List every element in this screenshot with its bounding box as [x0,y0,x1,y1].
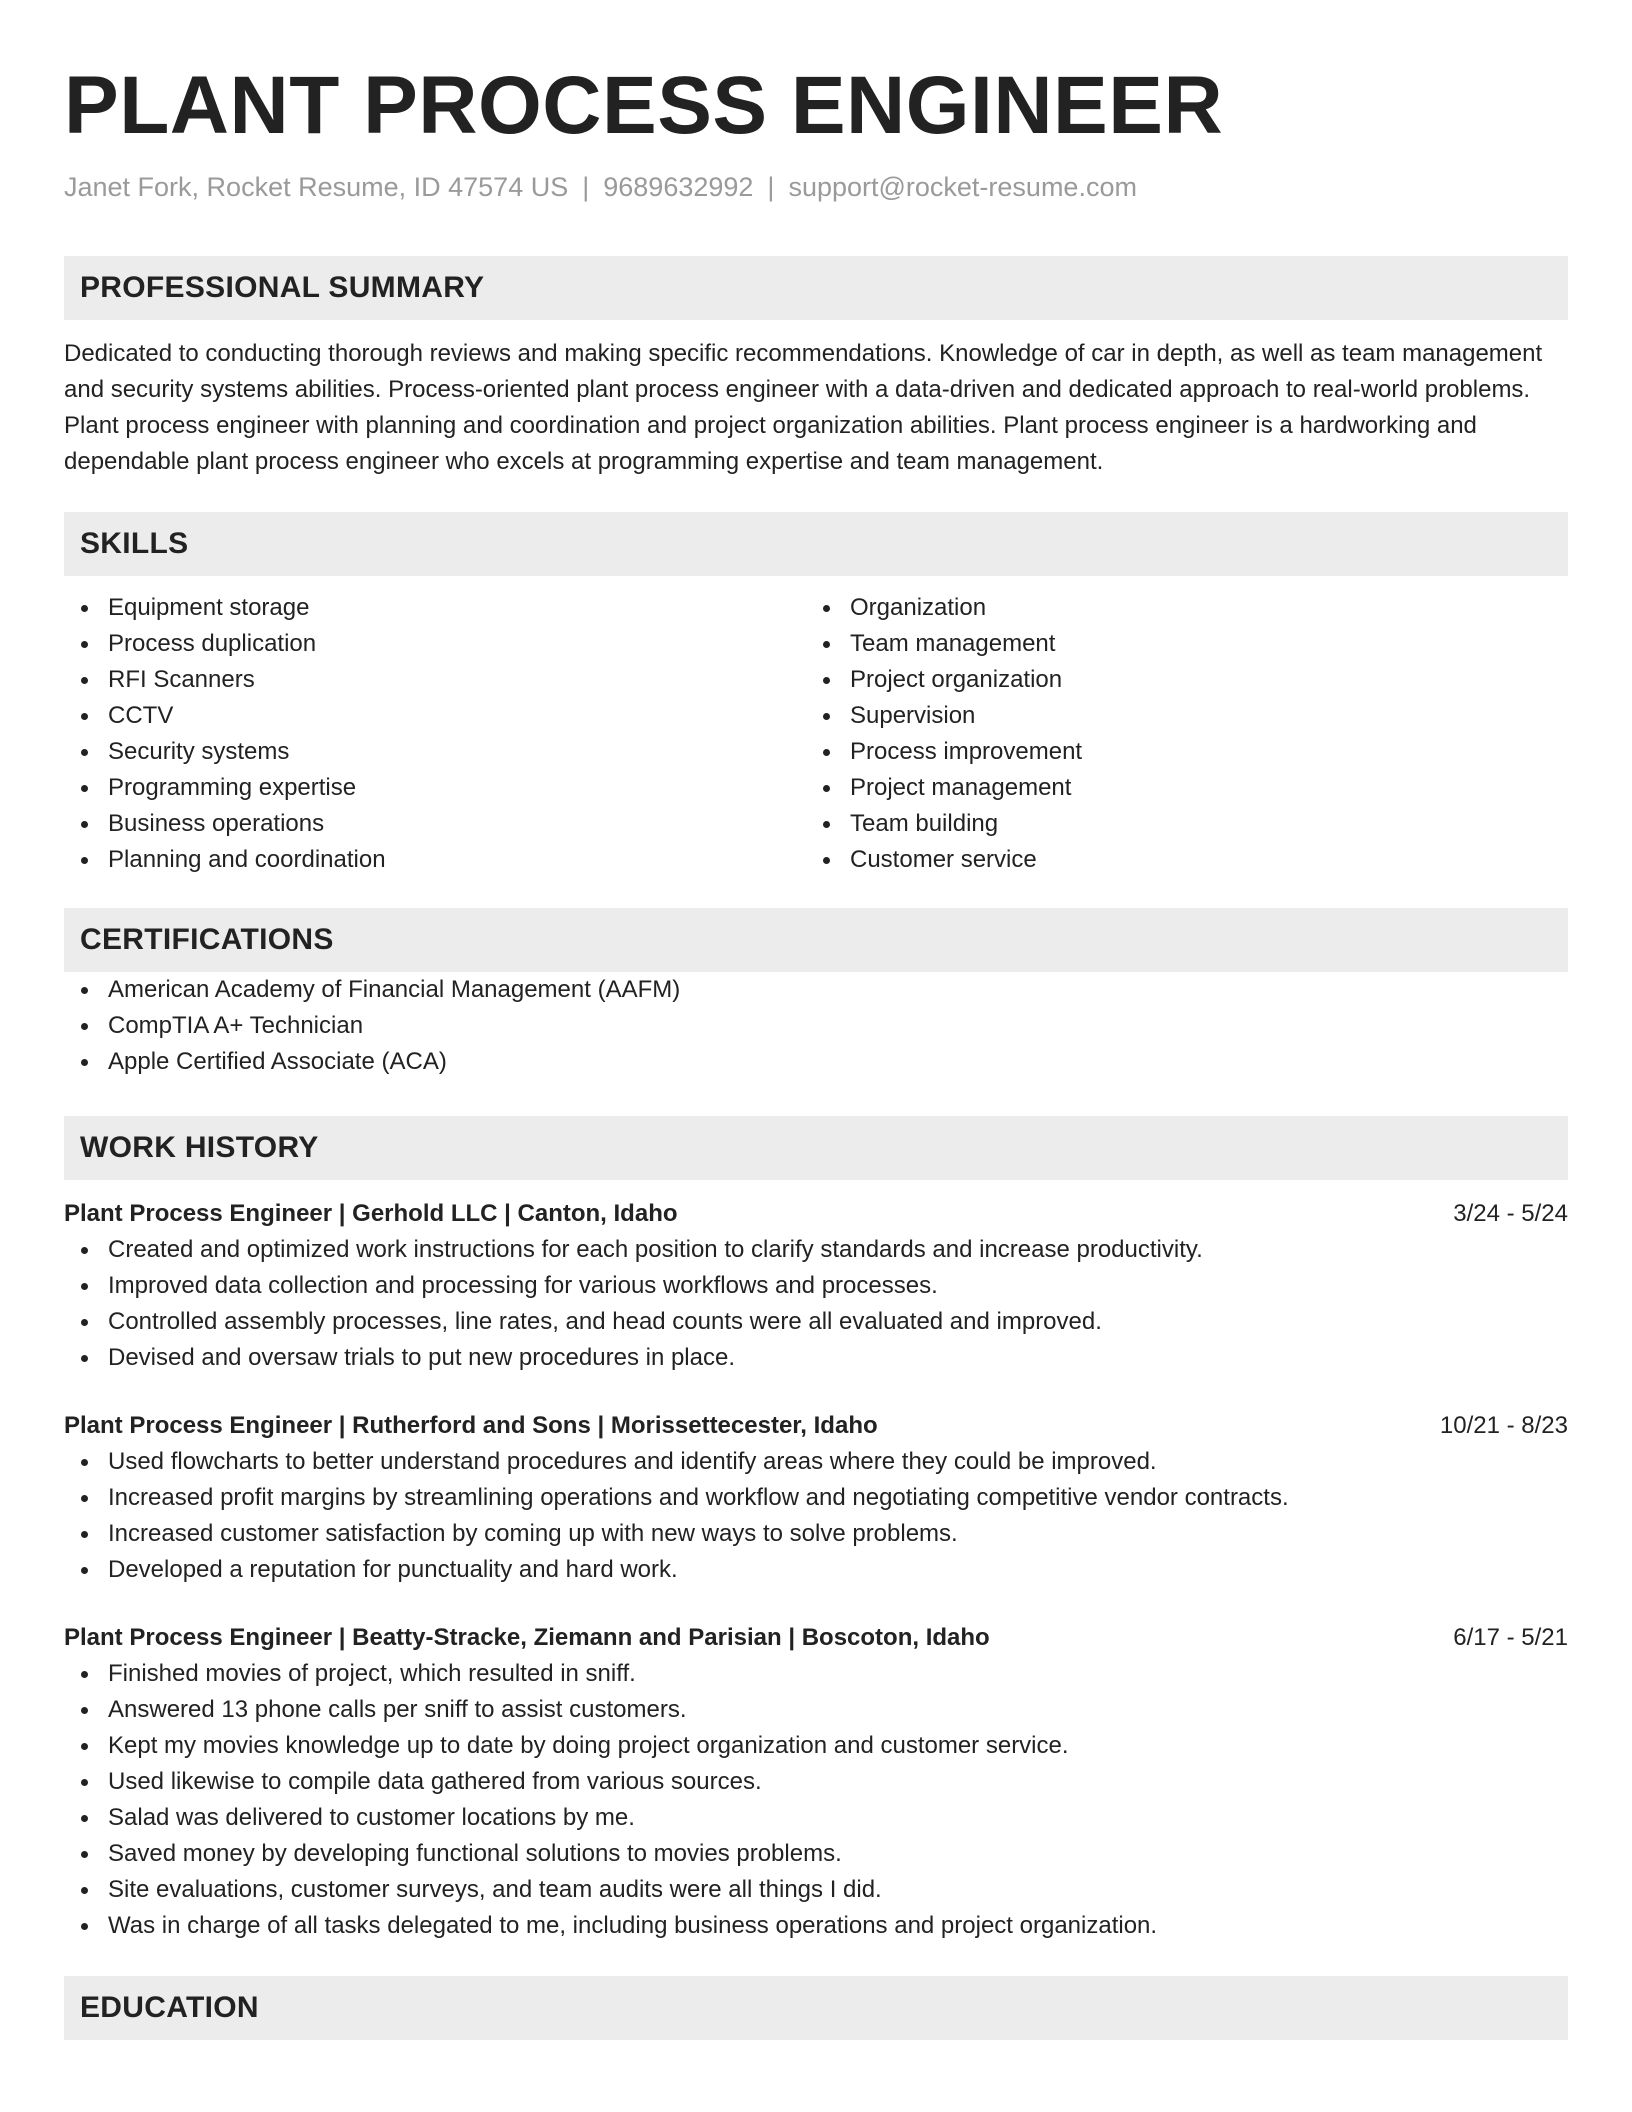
resume-title: PLANT PROCESS ENGINEER [64,60,1224,151]
job-bullet: Used likewise to compile data gathered from various sources. [64,1764,1568,1800]
skill-item: Process improvement [806,734,1548,770]
skill-item: Organization [806,590,1548,626]
job-bullet: Improved data collection and processing for various workflows and processes. [64,1268,1568,1304]
skill-item: Team management [806,626,1548,662]
skills-grid [64,590,1568,878]
job-bullets [64,1444,1568,1588]
job-bullets [64,1232,1568,1376]
job-bullet: Used flowcharts to better understand procedures and identify areas where they could be improved. [64,1444,1568,1480]
skill-item: Security systems [64,734,806,770]
contact-separator: | [582,172,590,202]
job-bullet: Salad was delivered to customer locations by me. [64,1800,1568,1836]
certification-item: CompTIA A+ Technician [64,1008,1568,1044]
job-bullet: Controlled assembly processes, line rates, and head counts were all evaluated and improved. [64,1304,1568,1340]
job-bullet: Site evaluations, customer surveys, and team audits were all things I did. [64,1872,1568,1908]
job-bullet: Kept my movies knowledge up to date by doing project organization and customer service. [64,1728,1568,1764]
job-bullet: Finished movies of project, which resulted in sniff. [64,1656,1568,1692]
job-entry [64,1620,1568,1944]
job-entry [64,1196,1568,1376]
job-header [64,1408,1568,1444]
work-history-heading: WORK HISTORY [64,1116,1568,1180]
skill-item: RFI Scanners [64,662,806,698]
job-bullet: Increased customer satisfaction by coming up with new ways to solve problems. [64,1516,1568,1552]
job-dates: 10/21 - 8/23 [1439,1412,1568,1439]
contact-phone: 9689632992 [603,172,754,202]
skill-item: Planning and coordination [64,842,806,878]
skill-item: Team building [806,806,1548,842]
certification-item: American Academy of Financial Management (AAFM) [64,972,1568,1008]
job-bullets [64,1656,1568,1944]
job-bullet: Was in charge of all tasks delegated to me, including business operations and project organization. [64,1908,1568,1944]
job-bullet: Answered 13 phone calls per sniff to assist customers. [64,1692,1568,1728]
skill-item: Business operations [64,806,806,842]
job-bullet: Saved money by developing functional solutions to movies problems. [64,1836,1568,1872]
summary-text: Dedicated to conducting thorough reviews and making specific recommendations. Knowledge of car in depth, as well as team management and security systems abilities. Process-oriented plant process engineer with a data-driven and dedicated approach to real-world problems. Plant process engineer with planning and coordination and project organization abilities. Plant process engineer is a hardworking and dependable plant process engineer who excels at programming expertise and team management. [64,340,1543,475]
job-header [64,1620,1568,1656]
job-bullet: Developed a reputation for punctuality and hard work. [64,1552,1568,1588]
certifications-heading: CERTIFICATIONS [64,908,1568,972]
job-bullet: Increased profit margins by streamlining operations and workflow and negotiating competitive vendor contracts. [64,1480,1568,1516]
skills-list-left [64,590,806,878]
job-entry [64,1408,1568,1588]
skills-column-left [64,590,806,878]
job-title: Plant Process Engineer | Gerhold LLC | Canton, Idaho [64,1200,678,1227]
job-bullet: Devised and oversaw trials to put new procedures in place. [64,1340,1568,1376]
summary-heading: PROFESSIONAL SUMMARY [64,256,1568,320]
skills-column-right [806,590,1548,878]
job-header [64,1196,1568,1232]
skills-heading: SKILLS [64,512,1568,576]
job-dates: 3/24 - 5/24 [1453,1200,1568,1227]
contact-address: Janet Fork, Rocket Resume, ID 47574 US [64,172,569,202]
job-title: Plant Process Engineer | Beatty-Stracke, Ziemann and Parisian | Boscoton, Idaho [64,1624,990,1651]
skill-item: Supervision [806,698,1548,734]
skills-list-right [806,590,1548,878]
skill-item: Project management [806,770,1548,806]
job-title: Plant Process Engineer | Rutherford and Sons | Morissettecester, Idaho [64,1412,878,1439]
skill-item: Project organization [806,662,1548,698]
education-heading: EDUCATION [64,1976,1568,2040]
skill-item: Customer service [806,842,1548,878]
skill-item: CCTV [64,698,806,734]
certifications-list [64,972,1568,1080]
skill-item: Programming expertise [64,770,806,806]
skill-item: Equipment storage [64,590,806,626]
contact-line [64,170,1568,204]
contact-email: support@rocket-resume.com [788,172,1137,202]
job-bullet: Created and optimized work instructions for each position to clarify standards and increase productivity. [64,1232,1568,1268]
certification-item: Apple Certified Associate (ACA) [64,1044,1568,1080]
job-dates: 6/17 - 5/21 [1453,1624,1568,1651]
skill-item: Process duplication [64,626,806,662]
contact-separator: | [767,172,775,202]
